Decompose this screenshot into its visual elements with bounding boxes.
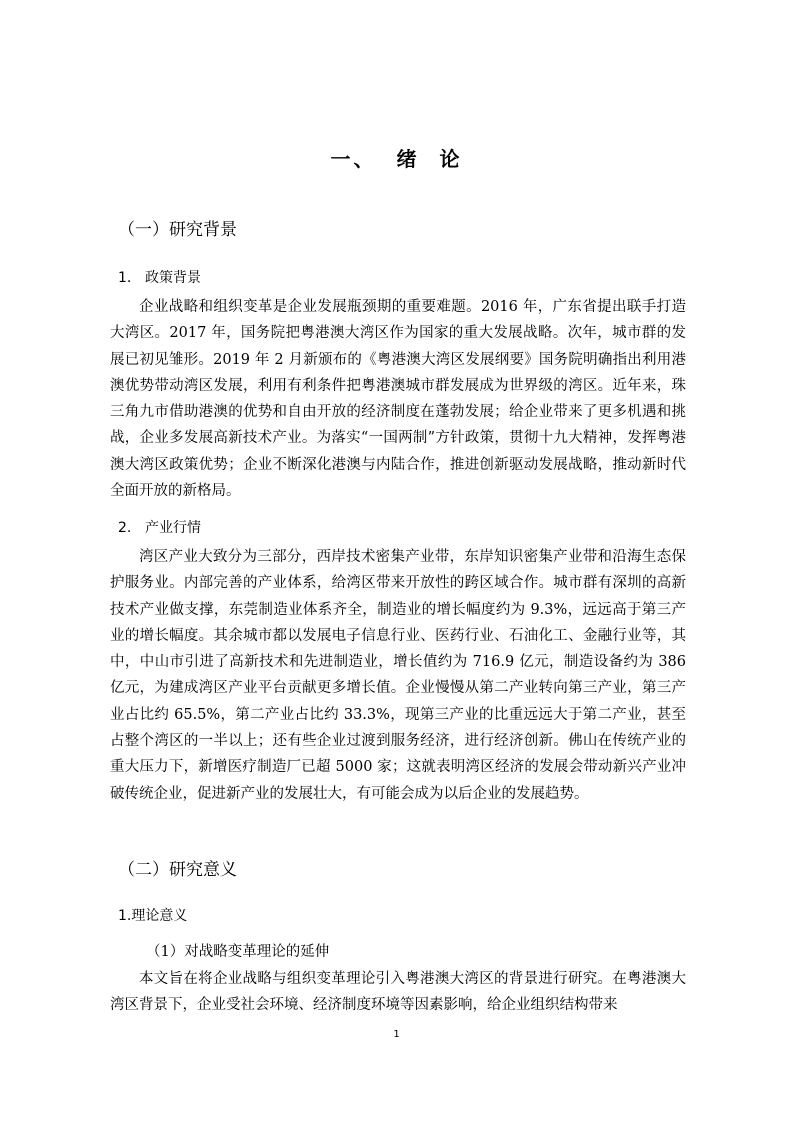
subsection-title: 产业行情 (145, 520, 201, 536)
subsection-heading-theoretical-significance: 1.理论意义 (118, 908, 188, 924)
subsection-heading-policy-background (118, 267, 201, 289)
section-heading-research-significance: （二）研究意义 (118, 860, 237, 880)
section-heading-research-background: （一）研究背景 (118, 220, 237, 240)
paragraph-industry-status: 湾区产业大致分为三部分，西岸技术密集产业带，东岸知识密集产业带和沿海生态保护服务业。内部完善的产业体系，给湾区带来开放性的跨区域合作。城市群有深圳的高新技术产业做支撑，东莞制造业体系齐全，制造业的增长幅度约为 9.3%，远远高于第三产业的增长幅度。其余城市都以发展电子信息行业、医药行业、石油化工、金融行业等，其中，中山市引进了高新技术和先进制造业，增长值约为 716.9 亿元，制造设备约为 386 亿元，为建成湾区产业平台贡献更多增长值。企业慢慢从第二产业转向第三产业，第三产业占比约 65.5%，第二产业占比约 33.3%，现第三产业的比重远远大于第二产业，甚至占整个湾区的一半以上；还有些企业过渡到服务经济，进行经济创新。佛山在传统产业的重大压力下，新增医疗制造厂已超 5000 家；这就表明湾区经济的发展会带动新兴产业冲破传统企业，促进新产业的发展壮大，有可能会成为以后企业的发展趋势。 (110, 549, 686, 802)
paragraph-theoretical-significance: 本文旨在将企业战略与组织变革理论引入粤港澳大湾区的背景进行研究。在粤港澳大湾区背景下，企业受社会环境、经济制度环境等因素影响，给企业组织结构带来 (110, 971, 686, 1014)
chapter-title: 一、 绪 论 (330, 147, 463, 171)
paragraph-policy-background: 企业战略和组织变革是企业发展瓶颈期的重要难题。2016 年，广东省提出联手打造大湾区。2017 年，国务院把粤港澳大湾区作为国家的重大发展战略。次年，城市群的发展已初见雏形。2019 年 2 月新颁布的《粤港澳大湾区发展纲要》国务院明确指出利用港澳优势带动湾区发展，利用有利条件把粤港澳城市群发展成为世界级的湾区。近年来，珠三角九市借助港澳的优势和自由开放的经济制度在蓬勃发展；给企业带来了更多机遇和挑战，企业多发展高新技术产业。为落实“一国两制”方针政策，贯彻十九大精神，发挥粤港澳大湾区政策优势；企业不断深化港澳与内陆合作，推进创新驱动发展战略，推动新时代全面开放的新格局。 (110, 299, 686, 500)
page-number: 1 (393, 1029, 400, 1040)
subsection-number: 1. (118, 270, 132, 286)
item-heading-strategy-theory: （1）对战略变革理论的延伸 (146, 944, 330, 960)
subsection-heading-industry-status (118, 517, 201, 539)
subsection-title: 政策背景 (145, 270, 201, 286)
subsection-number: 2. (118, 520, 132, 536)
